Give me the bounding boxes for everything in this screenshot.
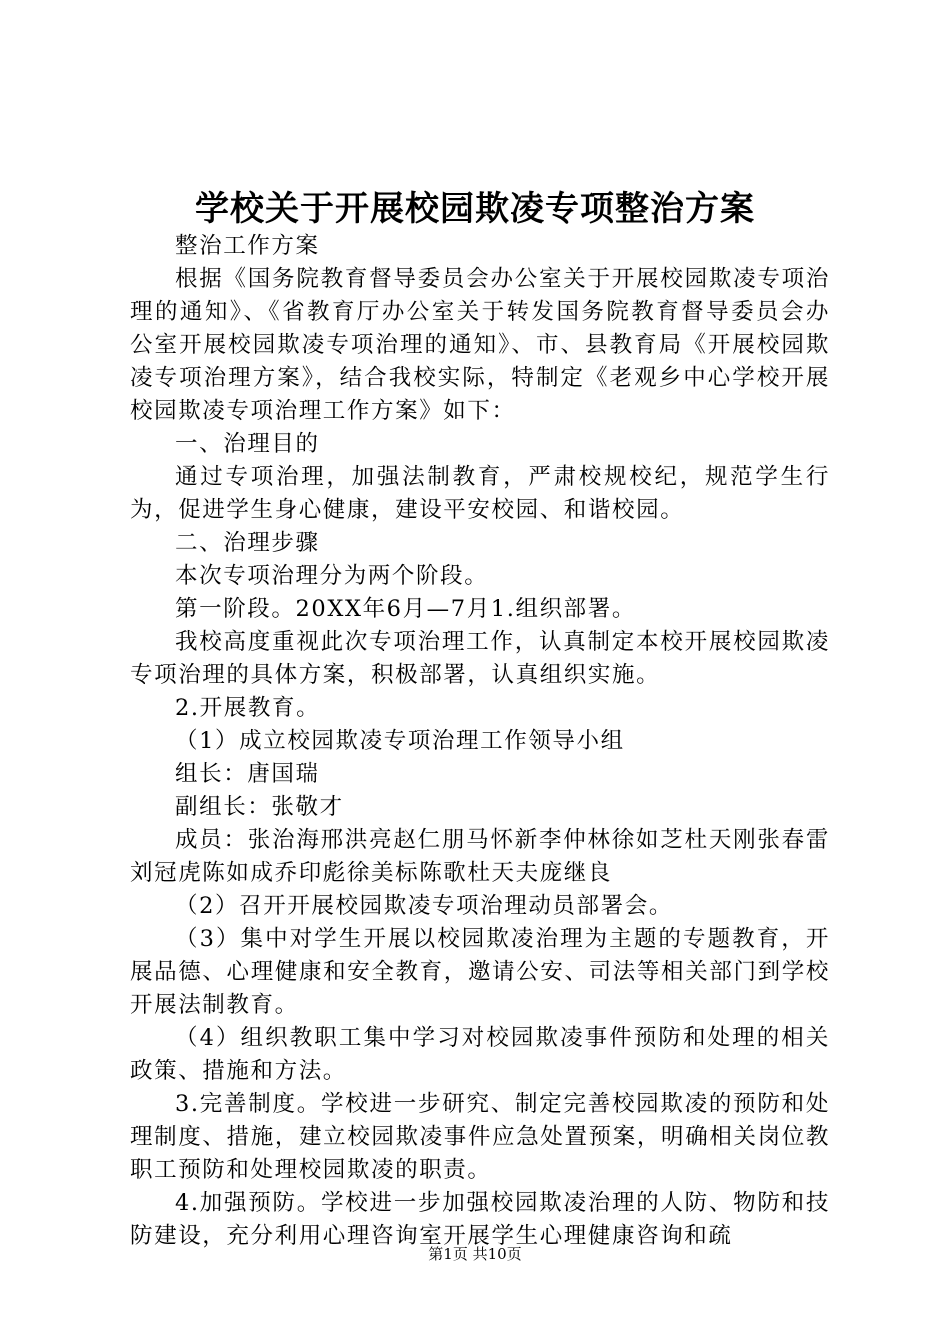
- paragraph-purpose: 通过专项治理，加强法制教育，严肃校规校纪，规范学生行为，促进学生身心健康，建设平安校园、和谐校园。: [130, 464, 830, 523]
- paragraph-deputy-leader: 副组长：张敬才: [175, 794, 344, 820]
- paragraph-deployment: 我校高度重视此次专项治理工作，认真制定本校开展校园欺凌专项治理的具体方案，积极部署，认真组织实施。: [130, 629, 830, 688]
- paragraph-system: 3.完善制度。学校进一步研究、制定完善校园欺凌的预防和处理制度、措施，建立校园欺凌事件应急处置预案，明确相关岗位教职工预防和处理校园欺凌的职责。: [130, 1091, 830, 1183]
- document-title: 学校关于开展校园欺凌专项整治方案: [195, 189, 755, 229]
- paragraph-intro: 根据《国务院教育督导委员会办公室关于开展校园欺凌专项治理的通知》、《省教育厅办公室关于转发国务院教育督导委员会办公室开展校园欺凌专项治理的通知》、市、县教育局《开展校园欺凌专项治理方案》，结合我校实际，特制定《老观乡中心学校开展校园欺凌专项治理工作方案》如下：: [130, 266, 830, 424]
- section-heading-purpose: 一、治理目的: [175, 431, 320, 457]
- paragraph-members: 成员：张治海邢洪亮赵仁朋马怀新李仲林徐如芝杜天刚张春雷刘冠虎陈如成乔印彪徐美标陈歌杜天夫庞继良: [130, 827, 830, 886]
- document-body: [130, 230, 830, 1253]
- paragraph-stages: 本次专项治理分为两个阶段。: [175, 563, 489, 589]
- section-heading-steps: 二、治理步骤: [175, 530, 320, 556]
- paragraph-item-1: （1）成立校园欺凌专项治理工作领导小组: [175, 728, 625, 754]
- paragraph-prevention: 4.加强预防。学校进一步加强校园欺凌治理的人防、物防和技防建设，充分利用心理咨询室开展学生心理健康咨询和疏: [130, 1190, 830, 1249]
- paragraph-item-2: （2）召开开展校园欺凌专项治理动员部署会。: [175, 893, 673, 919]
- paragraph-stage-one: 第一阶段。20XX年6月—7月1.组织部署。: [175, 596, 636, 622]
- page-number: 第1页 共10页: [428, 1245, 522, 1263]
- paragraph-item-4: （4）组织教职工集中学习对校园欺凌事件预防和处理的相关政策、措施和方法。: [130, 1025, 830, 1084]
- paragraph-heading: 整治工作方案: [175, 233, 320, 259]
- paragraph-leader: 组长：唐国瑞: [175, 761, 320, 787]
- paragraph-education-heading: 2.开展教育。: [175, 695, 321, 721]
- paragraph-item-3: （3）集中对学生开展以校园欺凌治理为主题的专题教育，开展品德、心理健康和安全教育，邀请公安、司法等相关部门到学校开展法制教育。: [130, 926, 830, 1018]
